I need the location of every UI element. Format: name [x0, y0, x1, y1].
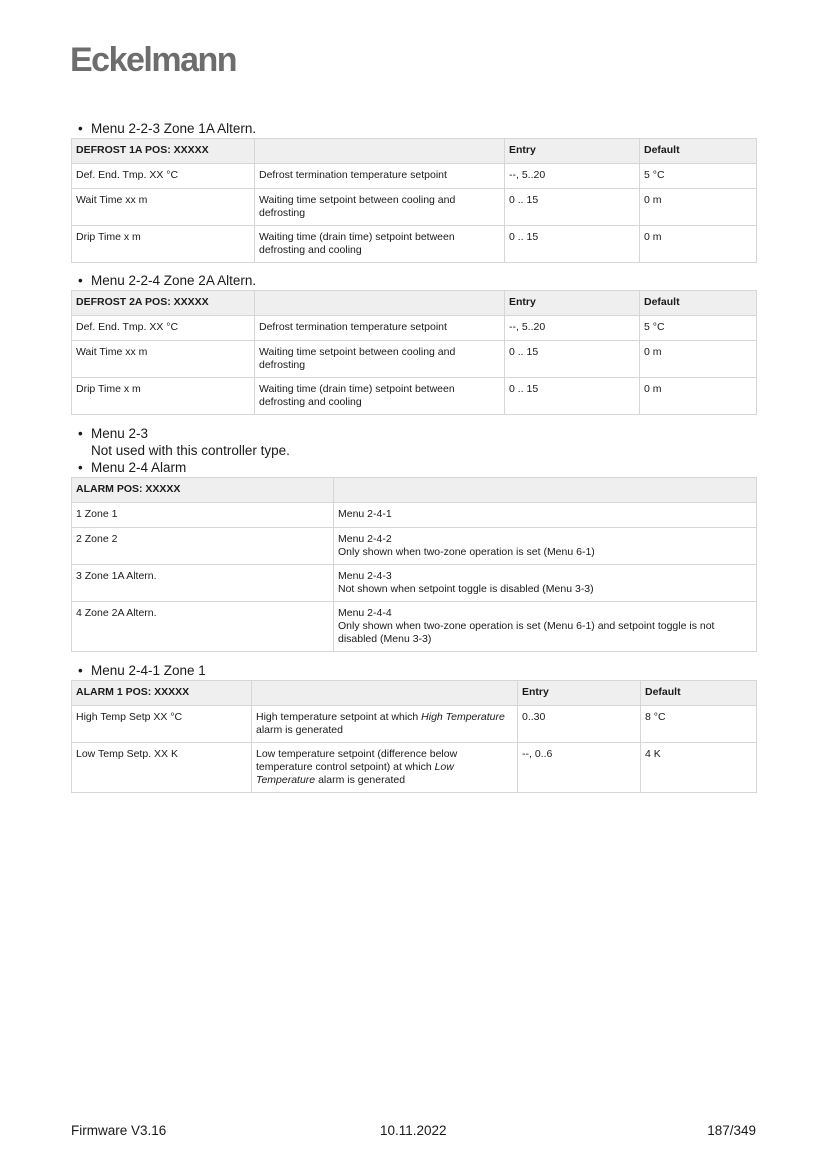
cell-name: Def. End. Tmp. XX °C — [72, 316, 255, 341]
bullet-menu-2-4-1 — [71, 662, 756, 679]
cell-description: Waiting time setpoint between cooling and defrosting — [255, 189, 505, 226]
footer-page-number: 187/349 — [707, 1123, 756, 1138]
eckelmann-logo: Eckelmann — [70, 41, 237, 79]
menu-ref: Menu 2-4-2 — [338, 533, 392, 545]
bullet-text: Menu 2-3 — [91, 426, 149, 441]
desc-text: High temperature setpoint at which — [256, 711, 422, 723]
cell-description — [334, 602, 757, 652]
table-row — [72, 164, 757, 189]
cell-name: 3 Zone 1A Altern. — [72, 565, 334, 602]
table-row — [72, 503, 757, 528]
cell-default: 0 m — [640, 378, 757, 415]
cell-name: Wait Time xx m — [72, 189, 255, 226]
menu-note: Only shown when two-zone operation is set (Menu 6-1) and setpoint toggle is not disabled (Menu 3-3) — [338, 620, 715, 645]
header-cell — [252, 681, 518, 706]
desc-text: alarm is generated — [315, 774, 406, 786]
table-row — [72, 341, 757, 378]
bullet-note: Not used with this controller type. — [91, 443, 290, 458]
bullet-menu-2-4 — [71, 459, 756, 476]
header-cell: DEFROST 1A POS: XXXXX — [72, 139, 255, 164]
menu-note: Only shown when two-zone operation is set (Menu 6-1) — [338, 546, 595, 558]
table-row — [72, 565, 757, 602]
cell-name: Def. End. Tmp. XX °C — [72, 164, 255, 189]
menu-ref: Menu 2-4-1 — [338, 508, 392, 520]
table-header-row — [72, 478, 757, 503]
cell-default: 0 m — [640, 341, 757, 378]
header-cell: Default — [641, 681, 757, 706]
header-cell: Entry — [518, 681, 641, 706]
header-cell: Entry — [505, 139, 640, 164]
header-cell: ALARM 1 POS: XXXXX — [72, 681, 252, 706]
desc-emphasis: Low Temperature — [256, 761, 454, 786]
bullet-menu-2-2-4 — [71, 272, 756, 289]
cell-default: 0 m — [640, 226, 757, 263]
table-row — [72, 189, 757, 226]
bullet-dot-icon: • — [78, 460, 83, 475]
table-row — [72, 706, 757, 743]
table-row — [72, 743, 757, 793]
header-cell — [334, 478, 757, 503]
cell-name: High Temp Setp XX °C — [72, 706, 252, 743]
cell-name: 4 Zone 2A Altern. — [72, 602, 334, 652]
cell-entry: --, 0..6 — [518, 743, 641, 793]
cell-name: Wait Time xx m — [72, 341, 255, 378]
header-cell — [255, 139, 505, 164]
header-cell: Entry — [505, 291, 640, 316]
table-row — [72, 226, 757, 263]
cell-default: 4 K — [641, 743, 757, 793]
desc-text: alarm is generated — [256, 724, 343, 736]
cell-default: 0 m — [640, 189, 757, 226]
header-cell: DEFROST 2A POS: XXXXX — [72, 291, 255, 316]
cell-default: 5 °C — [640, 164, 757, 189]
header-cell: ALARM POS: XXXXX — [72, 478, 334, 503]
bullet-text: Menu 2-4 Alarm — [91, 460, 187, 475]
header-cell — [255, 291, 505, 316]
cell-description — [252, 743, 518, 793]
cell-description — [334, 503, 757, 528]
table-alarm-1 — [71, 680, 757, 793]
cell-entry: --, 5..20 — [505, 316, 640, 341]
cell-description — [334, 528, 757, 565]
cell-name: Drip Time x m — [72, 226, 255, 263]
menu-ref: Menu 2-4-4 — [338, 607, 392, 619]
cell-entry: 0 .. 15 — [505, 378, 640, 415]
table-alarm — [71, 477, 757, 652]
cell-entry: 0..30 — [518, 706, 641, 743]
bullet-text: Menu 2-4-1 Zone 1 — [91, 663, 206, 678]
header-cell: Default — [640, 139, 757, 164]
table-row — [72, 316, 757, 341]
bullet-dot-icon: • — [78, 121, 83, 136]
table-header-row — [72, 681, 757, 706]
cell-name: Drip Time x m — [72, 378, 255, 415]
desc-emphasis: High Temperature — [421, 711, 505, 723]
table-row — [72, 602, 757, 652]
bullet-dot-icon: • — [78, 663, 83, 678]
bullet-menu-2-2-3 — [71, 120, 756, 137]
bullet-dot-icon: • — [78, 426, 83, 441]
cell-name: 1 Zone 1 — [72, 503, 334, 528]
table-row — [72, 528, 757, 565]
cell-entry: 0 .. 15 — [505, 189, 640, 226]
cell-default: 8 °C — [641, 706, 757, 743]
cell-description — [334, 565, 757, 602]
cell-description: Waiting time (drain time) setpoint between defrosting and cooling — [255, 226, 505, 263]
footer-date: 10.11.2022 — [380, 1123, 447, 1138]
table-header-row — [72, 291, 757, 316]
page-content — [71, 120, 756, 793]
bullet-dot-icon: • — [78, 273, 83, 288]
cell-name: Low Temp Setp. XX K — [72, 743, 252, 793]
header-cell: Default — [640, 291, 757, 316]
table-header-row — [72, 139, 757, 164]
cell-description: Defrost termination temperature setpoint — [255, 316, 505, 341]
desc-text: Low temperature setpoint (difference below temperature control setpoint) at which — [256, 748, 458, 773]
bullet-text: Menu 2-2-3 Zone 1A Altern. — [91, 121, 257, 136]
menu-ref: Menu 2-4-3 — [338, 570, 392, 582]
cell-description — [252, 706, 518, 743]
cell-name: 2 Zone 2 — [72, 528, 334, 565]
table-defrost-2a — [71, 290, 757, 415]
cell-entry: 0 .. 15 — [505, 226, 640, 263]
bullet-menu-2-3 — [71, 425, 756, 459]
menu-note: Not shown when setpoint toggle is disabled (Menu 3-3) — [338, 583, 594, 595]
cell-description: Waiting time (drain time) setpoint between defrosting and cooling — [255, 378, 505, 415]
cell-default: 5 °C — [640, 316, 757, 341]
table-row — [72, 378, 757, 415]
cell-entry: 0 .. 15 — [505, 341, 640, 378]
cell-description: Defrost termination temperature setpoint — [255, 164, 505, 189]
table-defrost-1a — [71, 138, 757, 263]
footer-firmware: Firmware V3.16 — [71, 1123, 167, 1138]
bullet-text: Menu 2-2-4 Zone 2A Altern. — [91, 273, 257, 288]
cell-entry: --, 5..20 — [505, 164, 640, 189]
cell-description: Waiting time setpoint between cooling and defrosting — [255, 341, 505, 378]
